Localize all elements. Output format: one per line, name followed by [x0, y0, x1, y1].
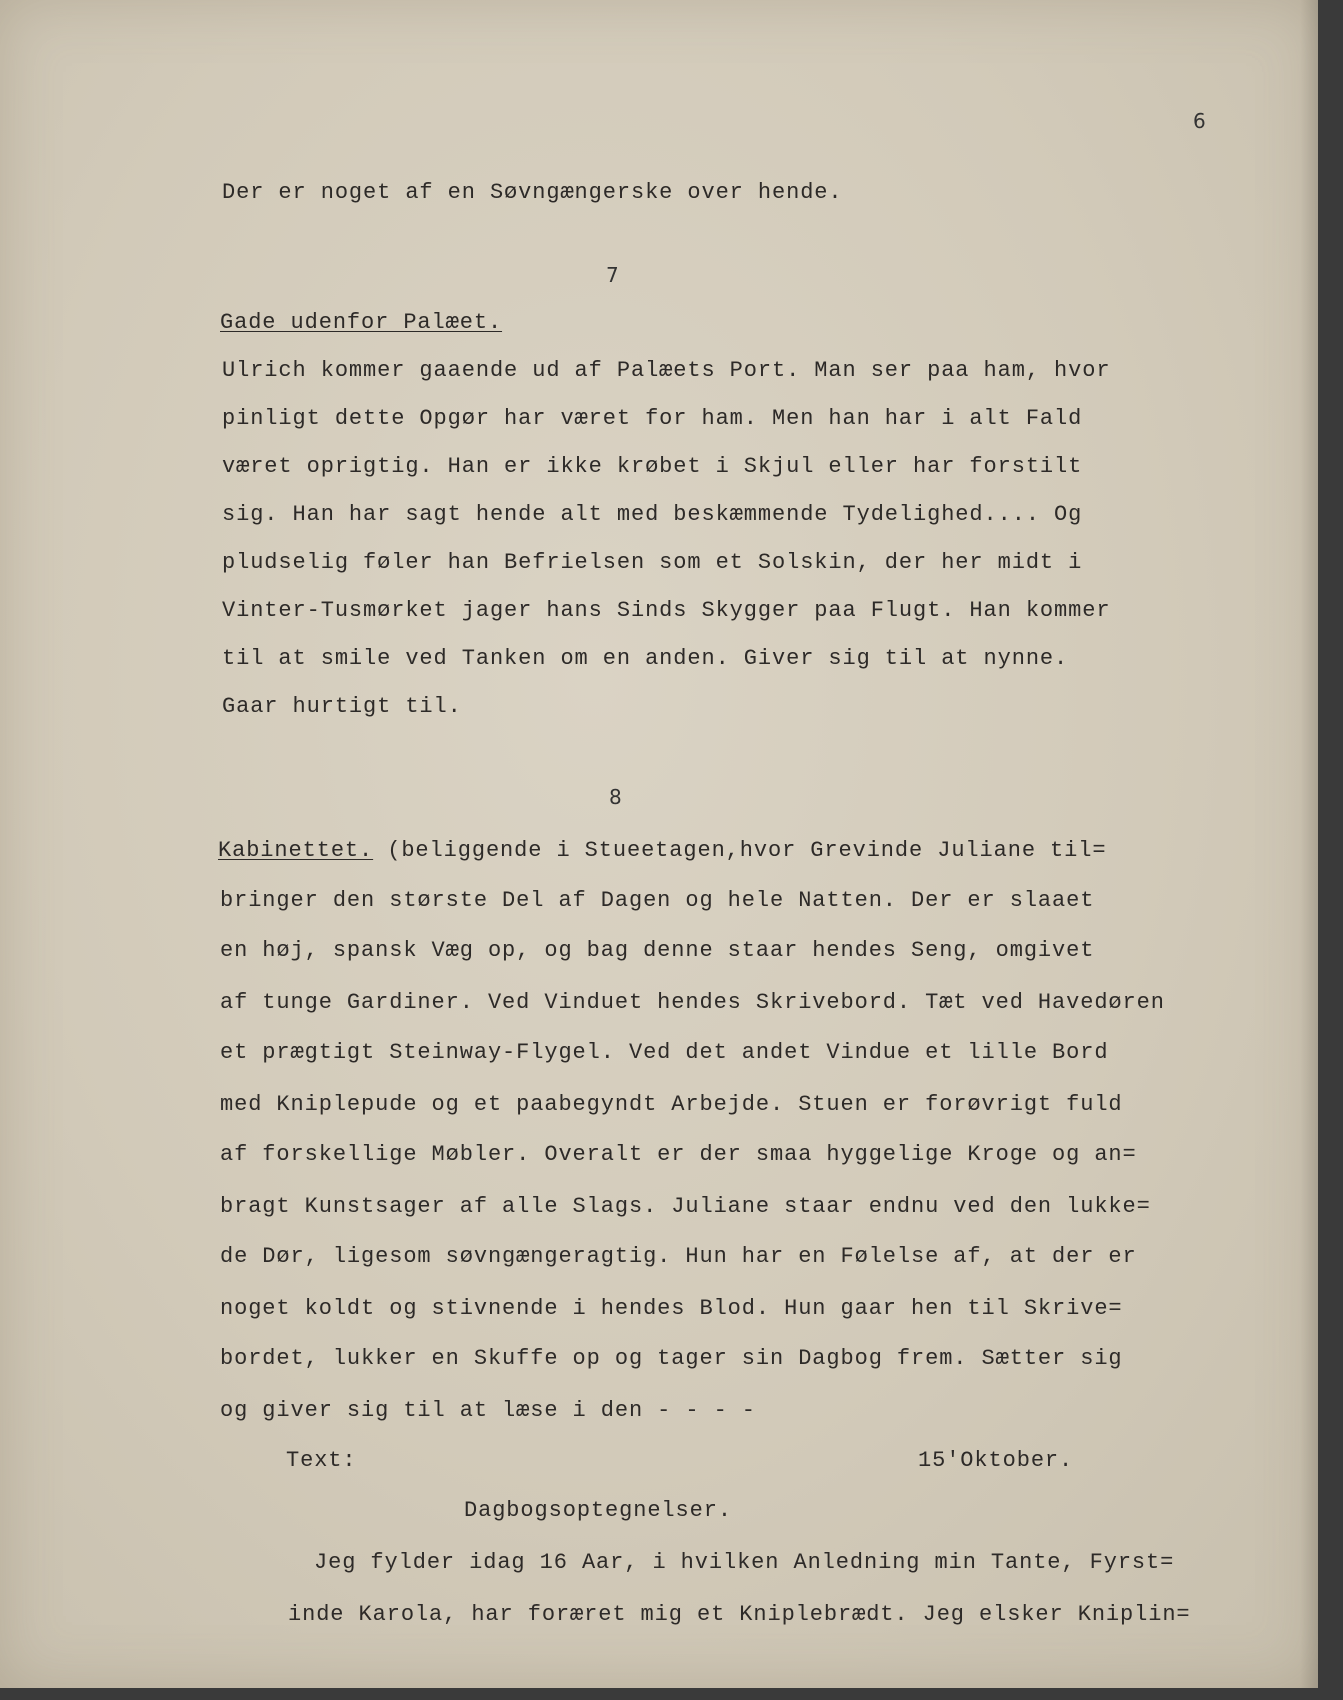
text-line: af forskellige Møbler. Overalt er der smaa hyggelige Kroge og an= [220, 1142, 1137, 1167]
scene-number-7: 7 [606, 263, 619, 287]
scene-heading-8: Kabinettet. [218, 838, 374, 863]
text-line: Ulrich kommer gaaende ud af Palæets Port. Man ser paa ham, hvor [222, 358, 1111, 383]
scene-8-first-line-rest: (beliggende i Stueetagen,hvor Grevinde Juliane til= [373, 838, 1107, 863]
scene-number-8: 8 [609, 785, 622, 809]
text-line: Gaar hurtigt til. [222, 694, 462, 719]
text-label: Text: [286, 1448, 357, 1473]
page-number: 6 [1193, 109, 1206, 133]
text-line: en høj, spansk Væg op, og bag denne staar hendes Seng, omgivet [220, 938, 1095, 963]
diary-heading: Dagbogsoptegnelser. [464, 1498, 732, 1523]
text-line: bragt Kunstsager af alle Slags. Juliane staar endnu ved den lukke= [220, 1194, 1151, 1219]
text-line: noget koldt og stivnende i hendes Blod. Hun gaar hen til Skrive= [220, 1296, 1123, 1321]
text-line: sig. Han har sagt hende alt med beskæmmende Tydelighed.... Og [222, 502, 1083, 527]
text-line: et prægtigt Steinway-Flygel. Ved det andet Vindue et lille Bord [220, 1040, 1109, 1065]
text-line: bordet, lukker en Skuffe op og tager sin Dagbog frem. Sætter sig [220, 1346, 1123, 1371]
text-line: inde Karola, har foræret mig et Kniplebrædt. Jeg elsker Kniplin= [288, 1602, 1191, 1627]
text-line: og giver sig til at læse i den - - - - [220, 1398, 756, 1423]
scene-heading-7: Gade udenfor Palæet. [220, 310, 503, 335]
text-line: pinligt dette Opgør har været for ham. Men han har i alt Fald [222, 406, 1083, 431]
text-line: pludselig føler han Befrielsen som et Solskin, der her midt i [222, 550, 1083, 575]
diary-date: 15'Oktober. [918, 1448, 1074, 1473]
text-line: med Kniplepude og et paabegyndt Arbejde. Stuen er forøvrigt fuld [220, 1092, 1123, 1117]
intro-line: Der er noget af en Søvngængerske over hende. [222, 180, 843, 205]
text-line: af tunge Gardiner. Ved Vinduet hendes Skrivebord. Tæt ved Havedøren [220, 990, 1165, 1015]
text-line: til at smile ved Tanken om en anden. Giver sig til at nynne. [222, 646, 1069, 671]
text-line: bringer den største Del af Dagen og hele Natten. Der er slaaet [220, 888, 1095, 913]
text-line: Jeg fylder idag 16 Aar, i hvilken Anledning min Tante, Fyrst= [314, 1550, 1175, 1575]
text-line: været oprigtig. Han er ikke krøbet i Skjul eller har forstilt [222, 454, 1083, 479]
text-line: Vinter-Tusmørket jager hans Sinds Skygger paa Flugt. Han kommer [222, 598, 1111, 623]
scene-8-first-line [218, 838, 1106, 864]
text-line: de Dør, ligesom søvngængeragtig. Hun har en Følelse af, at der er [220, 1244, 1137, 1269]
